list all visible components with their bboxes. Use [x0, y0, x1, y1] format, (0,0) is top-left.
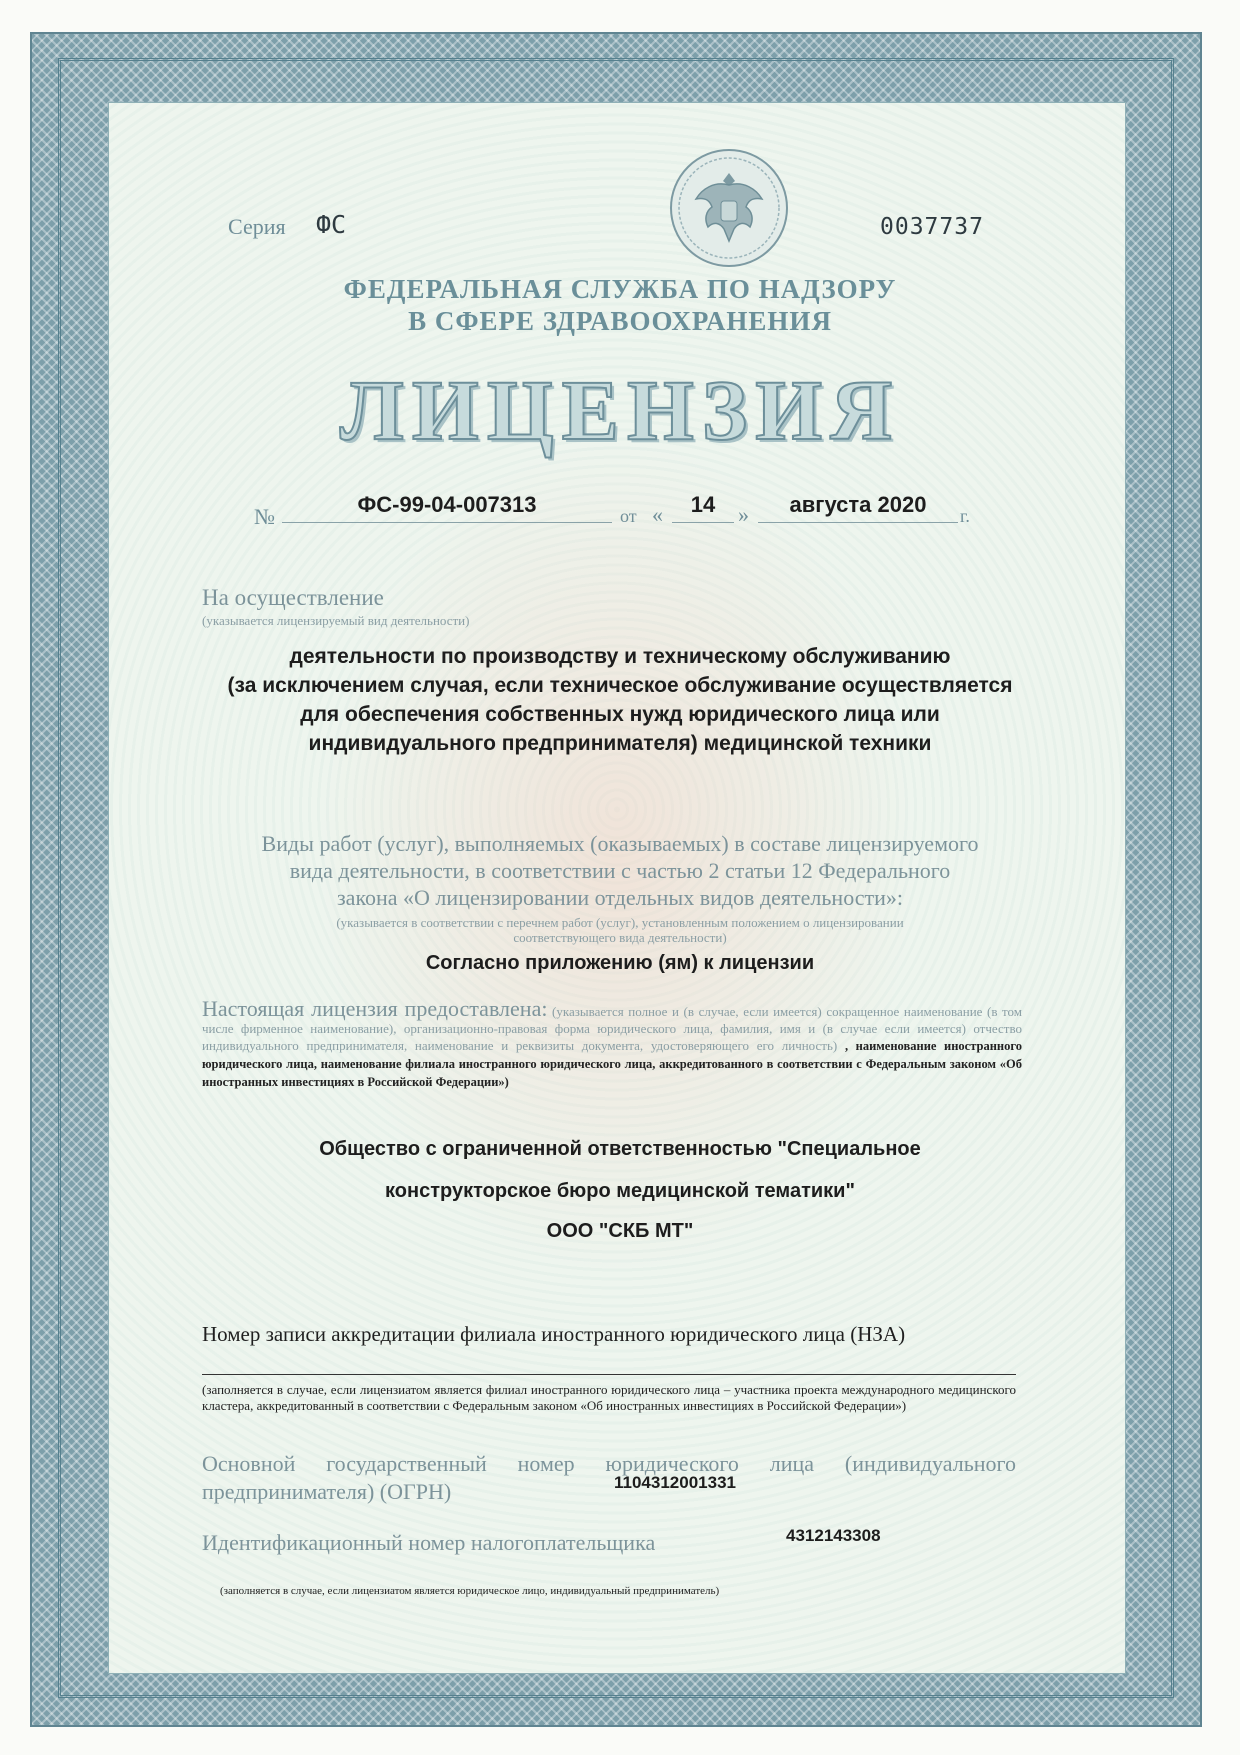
granted-block [202, 996, 1023, 1091]
agency-name-line1: ФЕДЕРАЛЬНАЯ СЛУЖБА ПО НАДЗОРУ [343, 274, 897, 304]
organization-short-name: ООО "СКБ МТ" [546, 1220, 694, 1242]
activity-hint: (указывается лицензируемый вид деятельности) [202, 613, 470, 628]
document-title: ЛИЦЕНЗИЯ [339, 362, 901, 458]
organization-name-line1: Общество с ограниченной ответственностью "Специальное [319, 1138, 921, 1160]
coat-of-arms-emblem-icon [666, 145, 792, 271]
inn-label: Идентификационный номер налогоплательщика [202, 1530, 656, 1555]
year-suffix: г. [960, 506, 970, 526]
works-line: закона «О лицензировании отдельных видов деятельности»: [336, 885, 904, 910]
license-day: 14 [672, 492, 734, 523]
granted-hint-extra: , наименование иностранного юридического лица, наименование филиала иностранного юридического лица, аккредитованного в соответствии с Федеральным законом «Об иностранных инвестициях в Российской Федерации») [202, 1039, 1022, 1089]
footer-hint: (заполняется в случае, если лицензиатом является юридическое лицо, индивидуальный предприниматель) [220, 1585, 720, 1597]
from-label: от [620, 506, 637, 526]
works-hint-line: соответствующего вида деятельности) [513, 930, 727, 945]
organization-name-line2: конструкторское бюро медицинской тематики" [385, 1180, 855, 1202]
license-month-year: августа 2020 [758, 492, 958, 523]
activity-label: На осуществление [202, 585, 384, 610]
series-value: ФС [316, 210, 347, 239]
ogrn-value: 1104312001331 [614, 1473, 736, 1492]
nza-label: Номер записи аккредитации филиала иностранного юридического лица (НЗА) [202, 1322, 906, 1346]
nza-hint: (заполняется в случае, если лицензиатом является филиал иностранного юридического лица – участника проекта международного медицинского кластера, аккредитованный в соответствии с Федеральным законом «Об иностранных инвестициях в Российской Федерации») [202, 1382, 1016, 1413]
activity-line: индивидуального предпринимателя) медицинской техники [308, 732, 932, 755]
license-number: ФС-99-04-007313 [282, 492, 612, 523]
nza-divider [202, 1374, 1016, 1375]
quote-close: » [738, 502, 749, 527]
granted-lead: Настоящая лицензия предоставлена: [202, 996, 548, 1021]
works-value: Согласно приложению (ям) к лицензии [425, 952, 815, 974]
series-label: Серия [228, 214, 286, 239]
number-sign: № [254, 504, 275, 529]
works-line: Виды работ (услуг), выполняемых (оказываемых) в составе лицензируемого [261, 831, 979, 856]
agency-name-line2: В СФЕРЕ ЗДРАВООХРАНЕНИЯ [408, 306, 832, 336]
works-line: вида деятельности, в соответствии с частью 2 статьи 12 Федерального [289, 858, 951, 883]
activity-line: (за исключением случая, если техническое обслуживание осуществляется [227, 674, 1013, 697]
granted-hint: (указывается полное и (в случае, если имеется) сокращенное наименование (в том числе фирменное наименование), организационно-правовая форма юридического лица, фамилия, имя и (в случае если имеется) отчество индивидуального предпринимателя, наименование и реквизиты документа, удостоверяющего его личность) [202, 1004, 1023, 1053]
works-hint-line: (указывается в соответствии с перечнем работ (услуг), установленным положением о лицензировании [336, 915, 904, 930]
blank-serial-number: 0037737 [880, 214, 984, 240]
activity-line: для обеспечения собственных нужд юридического лица или [300, 703, 940, 726]
activity-description [160, 642, 1080, 758]
works-hint [160, 915, 1080, 945]
activity-line: деятельности по производству и техническому обслуживанию [289, 645, 951, 668]
quote-open: « [652, 502, 663, 527]
works-label [160, 830, 1080, 911]
ogrn-label: Основной государственный номер юридического лица (индивидуального предпринимателя) (ОГРН) [202, 1451, 1016, 1504]
inn-value: 4312143308 [786, 1526, 881, 1545]
